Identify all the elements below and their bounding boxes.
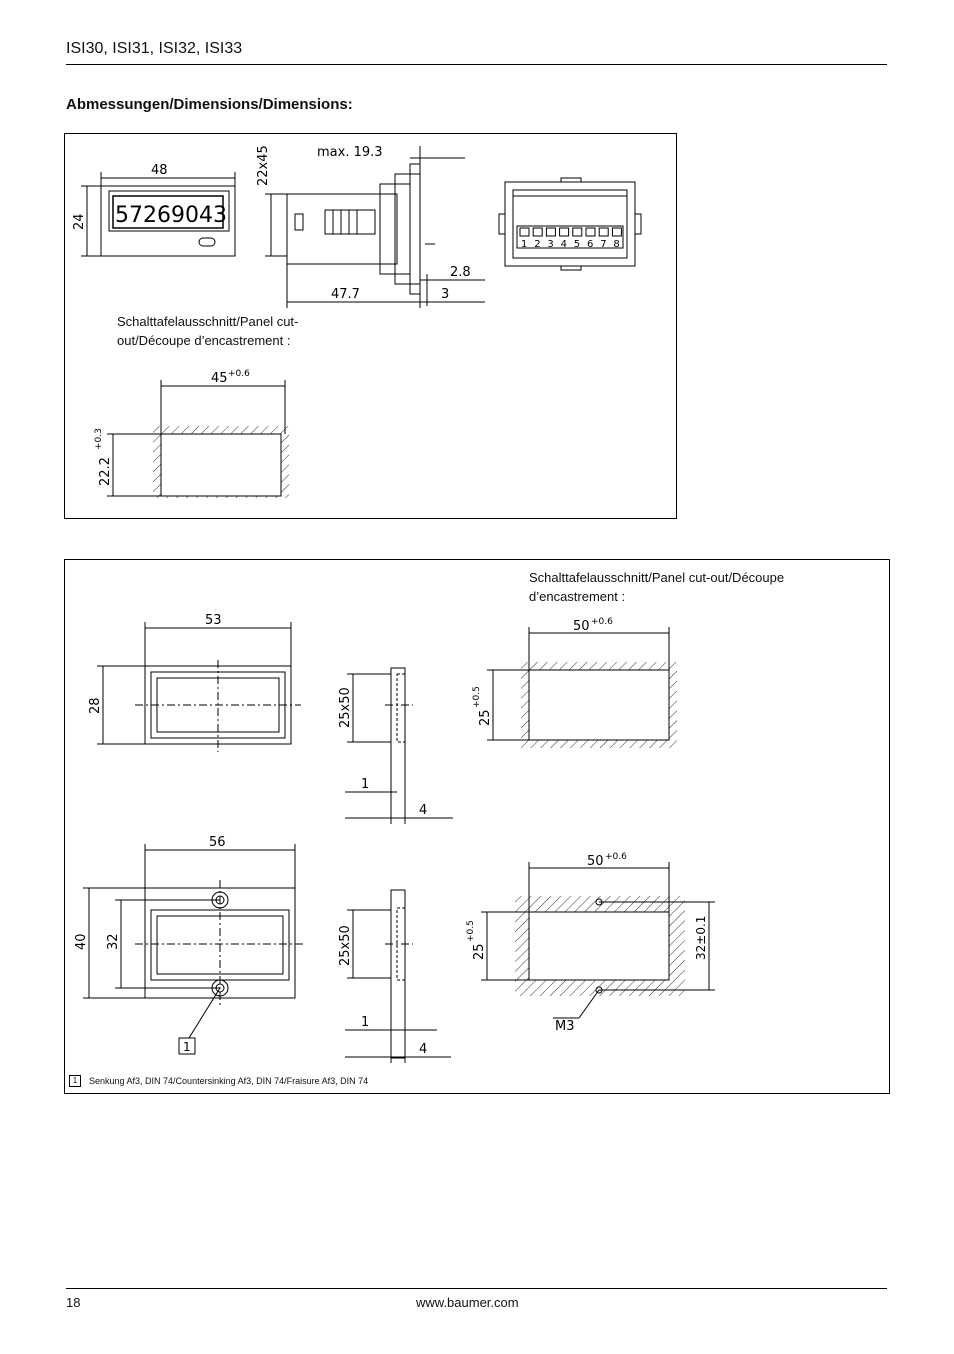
cut2-height-tol: +0.5	[466, 920, 476, 942]
dip-number: 1	[521, 239, 528, 250]
cut2-width-tol: +0.6	[605, 852, 627, 862]
dim-3: 3	[441, 287, 450, 302]
dip-number: 5	[573, 239, 581, 250]
header-rule	[66, 64, 887, 65]
cutout-width: 45	[211, 371, 228, 386]
cut1-height-tol: +0.5	[472, 686, 482, 708]
footnote-number: 1	[69, 1075, 81, 1087]
dim-47-7: 47.7	[331, 287, 360, 302]
dip-switch	[533, 228, 542, 236]
cut1-height: 25	[478, 709, 493, 726]
top-cutout-label: Schalttafelausschnitt/Panel cut-out/Découpe d’encastrement :	[117, 314, 299, 348]
dim-max: max. 19.3	[317, 145, 383, 160]
dim-40: 40	[74, 933, 89, 950]
dim-32: 32	[106, 933, 121, 950]
document-title: ISI30, ISI31, ISI32, ISI33	[66, 40, 243, 57]
dip-number: 6	[587, 239, 594, 250]
bottom-drawing-frame	[64, 559, 890, 1094]
footnote	[69, 1075, 368, 1087]
dim-1-b: 1	[361, 1015, 370, 1030]
bottom-cutout-label: Schalttafelausschnitt/Panel cut-out/Découpe d’encastrement :	[529, 570, 785, 604]
dim-1-a: 1	[361, 777, 370, 792]
dip-switch	[586, 228, 595, 236]
cut1-width-tol: +0.6	[591, 617, 613, 627]
cutout-50x25-m3	[529, 912, 669, 980]
top-drawing-frame	[64, 133, 677, 519]
dim-28: 28	[88, 697, 103, 714]
dim-24: 24	[72, 213, 87, 230]
top-cutout-rect	[161, 434, 281, 496]
dip-switch-row	[520, 228, 621, 250]
cutout-height: 22.2	[98, 457, 113, 486]
dip-switch	[546, 228, 555, 236]
cutout-50x25	[529, 670, 669, 740]
cut2-width: 50	[587, 854, 604, 869]
cutout-width-tol: +0.6	[228, 369, 250, 379]
cut2-height: 25	[472, 943, 487, 960]
dim-2-8: 2.8	[450, 265, 471, 280]
footnote-text: Senkung Af3, DIN 74/Countersinking Af3, DIN 74/Fraisure Af3, DIN 74	[89, 1076, 369, 1086]
m3-label: M3	[555, 1019, 575, 1034]
bottom-drawing	[65, 560, 891, 1095]
dip-number: 4	[560, 239, 567, 250]
counter-display-digits: 57269043	[115, 203, 227, 228]
dim-25x50-a: 25x50	[338, 687, 353, 728]
dim-53: 53	[205, 613, 222, 628]
footer-url: www.baumer.com	[416, 1295, 519, 1310]
page-number: 18	[66, 1295, 81, 1310]
callout-number: 1	[183, 1040, 191, 1054]
dim-4-a: 4	[419, 803, 428, 818]
dim-25x50-b: 25x50	[338, 925, 353, 966]
dip-switch	[573, 228, 582, 236]
dip-switch	[520, 228, 529, 236]
dip-switch	[560, 228, 569, 236]
dip-number: 8	[613, 239, 620, 250]
cut1-width: 50	[573, 619, 590, 634]
dip-switch	[599, 228, 608, 236]
section-heading: Abmessungen/Dimensions/Dimensions:	[66, 96, 353, 113]
dim-56: 56	[209, 835, 226, 850]
dip-switch	[612, 228, 621, 236]
dim-4-b: 4	[419, 1042, 428, 1057]
dim-48: 48	[151, 163, 168, 178]
footer-rule	[66, 1288, 887, 1289]
dip-number: 3	[547, 239, 554, 250]
cutout-height-tol: +0.3	[94, 428, 104, 450]
dim-22x45: 22x45	[256, 145, 271, 186]
counter-rear-view	[505, 182, 635, 266]
dip-number: 7	[600, 239, 607, 250]
cut2-32: 32±0.1	[694, 915, 708, 960]
dip-number: 2	[534, 239, 541, 250]
